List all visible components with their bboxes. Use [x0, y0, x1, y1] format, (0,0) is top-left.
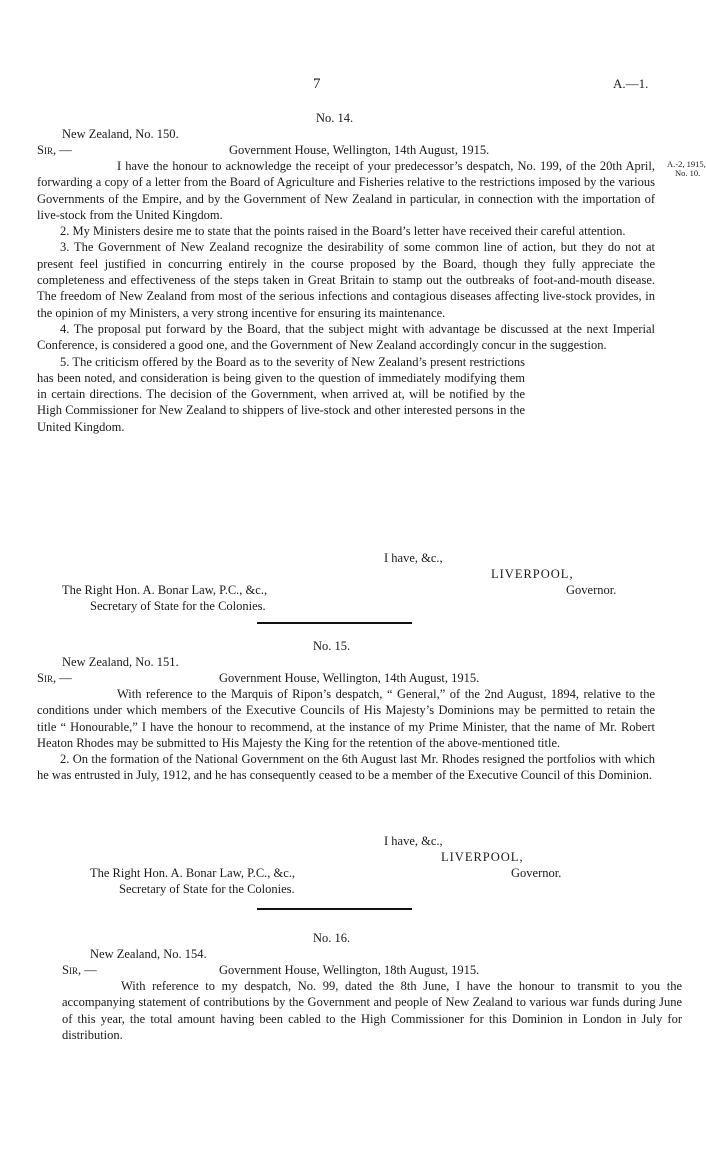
letter-body	[62, 978, 682, 1043]
letter-number: No. 16.	[313, 931, 351, 945]
addressee-line: Secretary of State for the Colonies.	[119, 882, 295, 896]
signature: LIVERPOOL,	[441, 850, 524, 864]
closing: I have, &c.,	[384, 834, 443, 848]
paragraph: 3. The Government of New Zealand recognize the desirability of some common line of action, but they do not at present feel justified in concurring entirely in the course proposed by the Board, though they fully appreciate the completeness and effectiveness of the steps taken in Great Britain to stamp out the outbreaks of foot-and-mouth disease. The freedom of New Zealand from most of the serious infections and contagious diseases affecting live-stock provides, in the opinion of my Ministers, a very strong incentive for ensuring its maintenance.	[37, 240, 655, 320]
salutation: Sir, —	[37, 671, 72, 685]
paragraph: With reference to my despatch, No. 99, dated the 8th June, I have the honour to transmit to you the accompanying statement of contributions by the Government and people of New Zealand to various war funds during June of this year, the total amount having been cabled to the High Commissioner for this Dominion in London in July for distribution.	[62, 979, 682, 1042]
salutation: Sir, —	[37, 143, 72, 157]
addressee-line: The Right Hon. A. Bonar Law, P.C., &c.,	[62, 583, 268, 597]
paragraph: 2. My Ministers desire me to state that the points raised in the Board’s letter have received their careful attention.	[60, 224, 626, 239]
letter-body	[37, 158, 655, 435]
letter-body	[37, 686, 655, 784]
signature-title: Governor.	[566, 583, 617, 597]
signature-title: Governor.	[511, 866, 562, 880]
margin-note	[667, 160, 706, 178]
salutation: Sir, —	[62, 963, 97, 977]
address-date: Government House, Wellington, 18th August, 1915.	[219, 963, 480, 977]
paragraph: 4. The proposal put forward by the Board, that the subject might with advantage be discussed at the next Imperial Conference, is considered a good one, and the Government of New Zealand accordingly concur in the suggestion.	[37, 321, 655, 353]
letter-reference: New Zealand, No. 154.	[90, 947, 207, 961]
paragraph: With reference to the Marquis of Ripon’s despatch, “ General,” of the 2nd August, 1894, relative to the conditions under which members of the Executive Councils of His Majesty’s Dominions may be permitted to retain the title “ Honourable,” I have the honour to recommend, at the instance of my Prime Minister, that the name of Mr. Robert Heaton Rhodes may be submitted to His Majesty the King for the retention of the above-mentioned title.	[37, 687, 655, 750]
letter-reference: New Zealand, No. 150.	[62, 127, 179, 141]
section-divider	[257, 622, 412, 624]
paragraph: 5. The criticism offered by the Board as to the severity of New Zealand’s present restrictions has been noted, and consideration is being given to the question of immediately modifying them in certain directions. The decision of the Government, when arrived at, will be notified by the High Commissioner for New Zealand to shippers of live-stock and other interested persons in the United Kingdom.	[37, 354, 525, 434]
page-number: 7	[313, 76, 321, 92]
letter-number: No. 15.	[313, 639, 351, 653]
margin-note-line: No. 10.	[675, 168, 701, 178]
letter-reference: New Zealand, No. 151.	[62, 655, 179, 669]
address-date: Government House, Wellington, 14th August, 1915.	[219, 671, 480, 685]
paragraph: 2. On the formation of the National Government on the 6th August last Mr. Rhodes resigned the portfolios with which he was entrusted in July, 1912, and he has consequently ceased to be a member of the Executive Council of this Dominion.	[37, 752, 655, 783]
document-code: A.—1.	[613, 76, 649, 91]
address-date: Government House, Wellington, 14th August, 1915.	[229, 143, 490, 157]
letter-number: No. 14.	[316, 111, 354, 125]
addressee-line: Secretary of State for the Colonies.	[90, 599, 266, 613]
section-divider	[257, 908, 412, 910]
signature: LIVERPOOL,	[491, 567, 574, 581]
closing: I have, &c.,	[384, 551, 443, 565]
addressee-line: The Right Hon. A. Bonar Law, P.C., &c.,	[90, 866, 296, 880]
paragraph: I have the honour to acknowledge the receipt of your predecessor’s despatch, No. 199, of the 20th April, forwarding a copy of a letter from the Board of Agriculture and Fisheries relative to the restrictions imposed by the various Governments of the Empire, and by the Government of New Zealand in particular, in connection with the importation of live-stock from the United Kingdom.	[37, 159, 655, 222]
margin-note-line: A.-2, 1915,	[667, 159, 706, 169]
